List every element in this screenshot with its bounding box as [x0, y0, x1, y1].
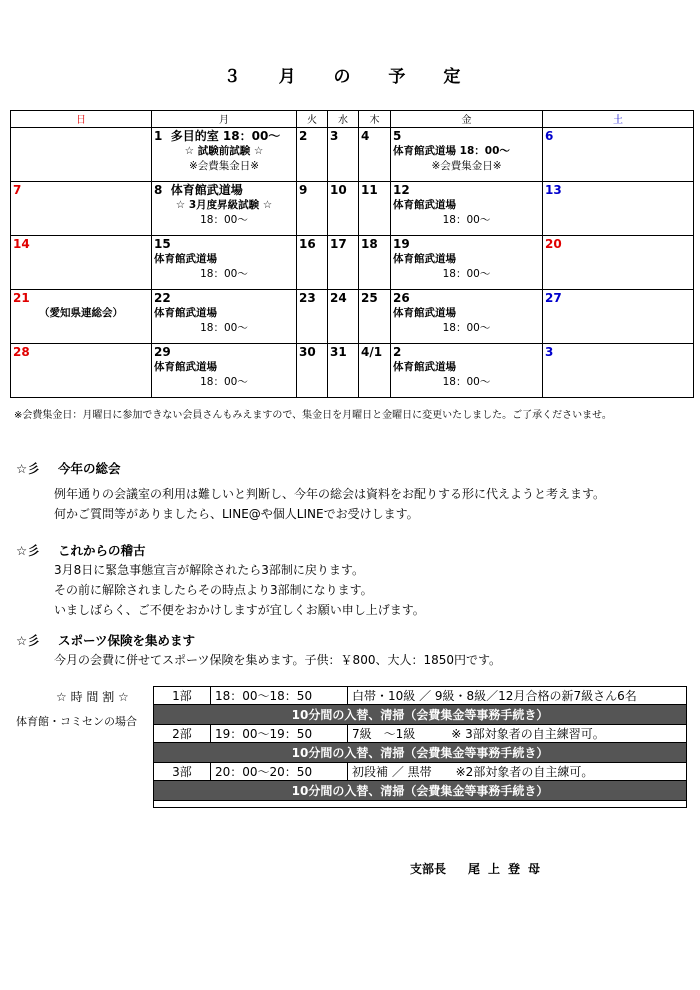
calendar-week [11, 344, 694, 398]
event-text: 体育館武道場 [154, 253, 217, 265]
schedule-row [154, 725, 687, 743]
event-text: （愛知県連総会） [39, 307, 123, 319]
day-cell [297, 290, 328, 344]
day-number: 31 [330, 345, 347, 359]
schedule-break: 10分間の入替、清掃（会費集金等事務手続き） [154, 781, 687, 801]
section-line: 今月の会費に併せてスポーツ保険を集めます。子供：￥800、大人：1850円です。 [54, 653, 502, 667]
day-number: 18 [361, 237, 378, 251]
day-cell [391, 182, 543, 236]
event-text: 体育館武道場 [154, 307, 217, 319]
event-text: 多目的室 18：00～ [170, 129, 281, 143]
event-text: 体育館武道場 [170, 183, 243, 197]
section-general-meeting [16, 460, 686, 524]
header-sat: 土 [543, 111, 694, 128]
day-number: 21 [13, 291, 30, 305]
day-cell [543, 182, 694, 236]
star-mark-icon: ☆彡 [16, 461, 40, 476]
schedule-bottom-gap [154, 801, 687, 808]
calendar-note: ※会費集金日：月曜日に参加できない会員さんもみえますので、集金日を月曜日と金曜日に変更いたしました。ご了承くださいませ。 [14, 410, 612, 421]
event-time: 18：00～ [200, 268, 248, 280]
section-heading: スポーツ保険を集めます [58, 633, 196, 648]
section-heading: 今年の総会 [58, 461, 121, 476]
section-sports-insurance [16, 632, 686, 670]
schedule-break-row [154, 781, 687, 801]
day-number: 19 [393, 237, 410, 251]
day-cell [543, 344, 694, 398]
day-number: 24 [330, 291, 347, 305]
schedule-row [154, 763, 687, 781]
schedule-break-row [154, 743, 687, 763]
calendar-week [11, 290, 694, 344]
day-cell [328, 128, 359, 182]
calendar-week [11, 128, 694, 182]
day-number: 27 [545, 291, 562, 305]
section-line: 3月8日に緊急事態宣言が解除されたら3部制に戻ります。 [54, 563, 364, 577]
header-mon: 月 [152, 111, 297, 128]
day-number: 4/1 [361, 345, 383, 359]
header-sun: 日 [11, 111, 152, 128]
day-cell [11, 290, 152, 344]
section-line: いましばらく、ご不便をおかけしますが宜しくお願い申し上げます。 [54, 603, 425, 617]
day-number: 25 [361, 291, 378, 305]
day-number: 10 [330, 183, 347, 197]
calendar-table [10, 110, 694, 398]
event-time: 18：00～ [442, 376, 491, 388]
day-number: 15 [154, 237, 171, 251]
day-cell [328, 290, 359, 344]
day-number: 3 [330, 129, 339, 143]
day-cell [328, 236, 359, 290]
day-number: 3 [545, 345, 554, 359]
signature [410, 860, 548, 877]
schedule-sublabel: 体育館・コミセンの場合 [16, 715, 137, 728]
day-cell [11, 182, 152, 236]
schedule-time: 18：00～18：50 [211, 687, 348, 705]
day-cell [359, 290, 391, 344]
schedule-label: ☆ 時 間 割 ☆ [56, 690, 129, 704]
day-cell [359, 182, 391, 236]
day-cell [152, 182, 297, 236]
day-number: 30 [299, 345, 316, 359]
section-line: 例年通りの会議室の利用は難しいと判断し、今年の総会は資料をお配りする形に代えようと考えます。 [54, 487, 606, 501]
day-number: 9 [299, 183, 308, 197]
section-line: その前に解除されましたらその時点より3部制になります。 [54, 583, 373, 597]
day-cell [543, 128, 694, 182]
day-cell [11, 236, 152, 290]
day-cell [297, 128, 328, 182]
header-tue: 火 [297, 111, 328, 128]
day-cell [152, 236, 297, 290]
day-cell [297, 182, 328, 236]
day-cell [359, 344, 391, 398]
schedule-break: 10分間の入替、清掃（会費集金等事務手続き） [154, 743, 687, 763]
schedule-break-row [154, 705, 687, 725]
event-time: 18：00～ [442, 214, 491, 226]
header-thu: 木 [359, 111, 391, 128]
day-number: 22 [154, 291, 171, 305]
event-time: 18：00～ [200, 376, 248, 388]
schedule-table [153, 686, 687, 808]
section-heading: これからの稽古 [58, 543, 146, 558]
schedule-break: 10分間の入替、清掃（会費集金等事務手続き） [154, 705, 687, 725]
header-fri: 金 [391, 111, 543, 128]
day-number: 23 [299, 291, 316, 305]
event-text: 体育館武道場 [393, 199, 456, 211]
day-cell [359, 128, 391, 182]
event-text: 体育館武道場 [154, 361, 217, 373]
day-number: 12 [393, 183, 410, 197]
day-cell [152, 290, 297, 344]
schedule-time: 20：00～20：50 [211, 763, 348, 781]
schedule-gap-cell [154, 801, 687, 808]
day-number: 7 [13, 183, 22, 197]
section-practice [16, 542, 686, 620]
event-text: 体育館武道場 [393, 307, 456, 319]
schedule-time: 19：00～19：50 [211, 725, 348, 743]
day-cell [328, 182, 359, 236]
signature-role: 支部長 [410, 862, 447, 876]
event-time: 18：00～ [442, 268, 491, 280]
schedule-part: 3部 [154, 763, 211, 781]
day-number: 29 [154, 345, 171, 359]
event-time: 18：00～ [200, 214, 248, 226]
day-number: 17 [330, 237, 347, 251]
day-cell [359, 236, 391, 290]
schedule-desc: 白帯・10級 ／ 9級・8級／12月合格の新7級さん6名 [348, 687, 687, 705]
page-title: ３ 月 の 予 定 [223, 67, 477, 87]
schedule-row [154, 687, 687, 705]
calendar-week [11, 182, 694, 236]
day-number: 20 [545, 237, 562, 251]
event-text: ☆ 3月度昇級試験 ☆ [175, 199, 273, 211]
day-cell [11, 128, 152, 182]
event-note: ※会費集金日※ [431, 160, 502, 172]
event-text: 体育館武道場 [393, 253, 456, 265]
day-number: 4 [361, 129, 370, 143]
day-cell [391, 344, 543, 398]
day-number: 6 [545, 129, 554, 143]
day-cell [391, 236, 543, 290]
event-note: ※会費集金日※ [188, 160, 260, 172]
day-cell [328, 344, 359, 398]
day-number: 5 [393, 129, 402, 143]
schedule-desc: 7級 ～1級 ※ 3部対象者の自主練習可。 [348, 725, 687, 743]
event-text: 体育館武道場 [393, 361, 456, 373]
calendar-week [11, 236, 694, 290]
event-time: 18：00～ [442, 322, 491, 334]
day-number: 11 [361, 183, 378, 197]
schedule-part: 2部 [154, 725, 211, 743]
event-time: 18：00～ [200, 322, 248, 334]
star-mark-icon: ☆彡 [16, 543, 40, 558]
section-line: 何かご質問等がありましたら、LINE@や個人LINEでお受けします。 [54, 507, 419, 521]
schedule-part: 1部 [154, 687, 211, 705]
header-wed: 水 [328, 111, 359, 128]
day-cell [543, 290, 694, 344]
calendar-header-row [11, 111, 694, 128]
signature-name: 尾上登母 [468, 862, 549, 876]
day-number: 26 [393, 291, 410, 305]
day-cell [391, 290, 543, 344]
day-cell [297, 236, 328, 290]
day-number: 8 [154, 183, 163, 197]
day-number: 2 [299, 129, 308, 143]
day-number: 14 [13, 237, 30, 251]
day-cell [391, 128, 543, 182]
day-cell [543, 236, 694, 290]
day-number: 2 [393, 345, 402, 359]
day-number: 1 [154, 129, 163, 143]
day-cell [152, 128, 297, 182]
star-mark-icon: ☆彡 [16, 633, 40, 648]
day-number: 13 [545, 183, 562, 197]
event-text: ☆ 試験前試験 ☆ [184, 145, 264, 157]
day-cell [297, 344, 328, 398]
day-number: 28 [13, 345, 30, 359]
day-cell [11, 344, 152, 398]
event-text: 体育館武道場 18：00～ [393, 145, 510, 157]
day-number: 16 [299, 237, 316, 251]
day-cell [152, 344, 297, 398]
schedule-desc: 初段補 ／ 黒帯 ※2部対象者の自主練可。 [348, 763, 687, 781]
